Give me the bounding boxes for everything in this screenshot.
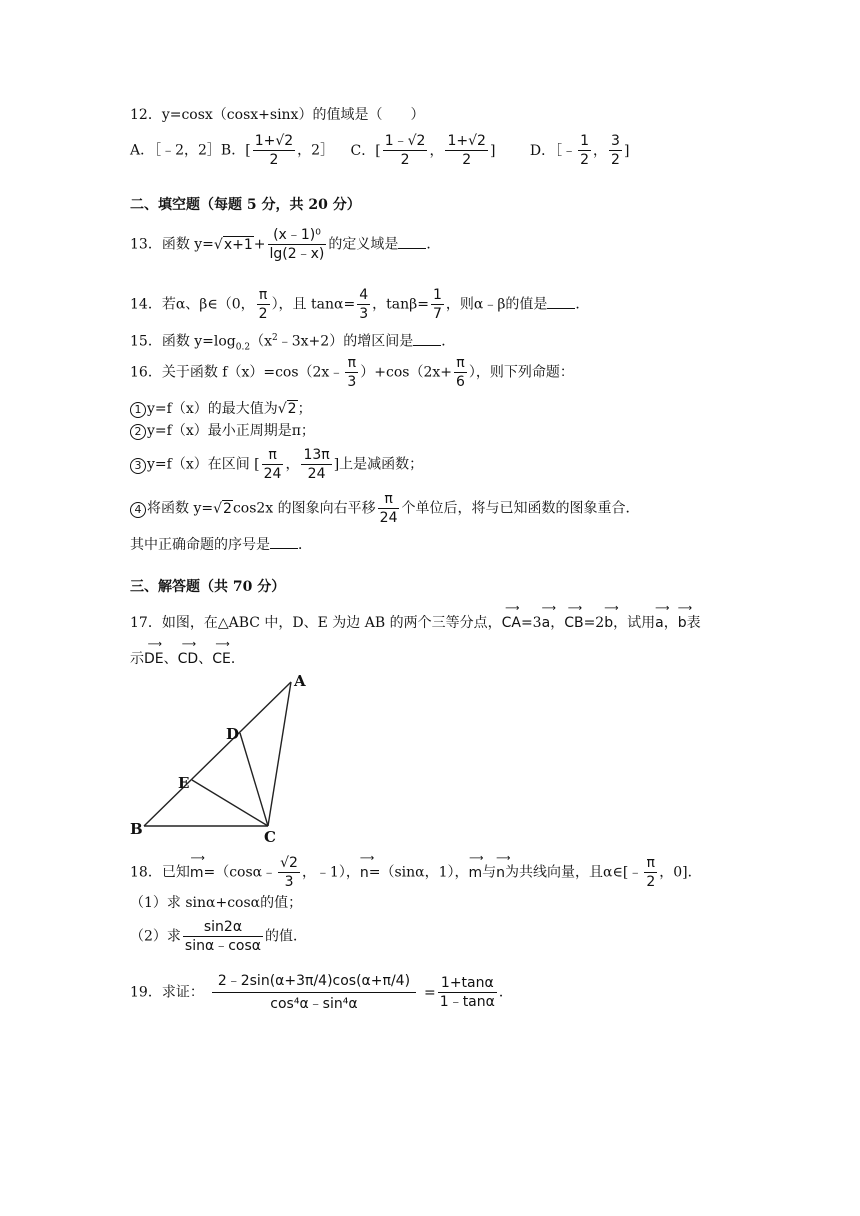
q13: 13．函数 y=√x+1+ $\frac{\text{(x﹣1)⁰}}{\lg(2﹣x)}$ 的定义域是 ． — [130, 227, 441, 262]
section-3-heading: 三、解答题（共 70 分） — [130, 579, 286, 595]
q14: 14．若α、β∈（0， $\frac{\pi}{2}$ ），且 tanα= $\frac{4}{3}$ ，tanβ= $\frac{1}{7}$ ，则α﹣β的值是 ． — [130, 287, 590, 322]
label-b: B — [130, 820, 143, 838]
label-e: E — [178, 774, 190, 792]
q12-option-d: D．［﹣ $\frac{1}{2}$ ， $\frac{3}{2}$ ] — [529, 133, 630, 168]
q15: 15．函数 $y=\log_{0.2}(x^2﹣3x+2)$的增区间是 ． — [130, 333, 456, 353]
q12-options: A．［﹣2，2］B．[ $\frac{1+√2}{2}$ ，2］ C．[ $\frac{1﹣√2}{2}$ ， $\frac{1+√2}{2}$ ] D．［﹣ $\frac{1}{2}$ ， $\frac{3}{2}$ ] — [130, 133, 630, 168]
answer-blank — [398, 247, 426, 249]
triangle-figure — [128, 672, 318, 844]
q18-part-1: （1）求 sinα+cosα的值； — [130, 895, 303, 911]
q17-line-1: 17．如图，在△ABC 中，D、E 为边 AB 的两个三等分点，⟶ CA=3⟶ a，⟶ CB=2⟶ b，试用⟶ a，⟶ b表 — [130, 612, 701, 630]
q12-option-b-fraction: $\frac{1+√2}{2}$ — [254, 133, 294, 168]
q16-proposition-1: 1 y=f（x）的最大值为√2； — [130, 402, 312, 418]
segment-ba — [144, 682, 291, 826]
label-c: C — [264, 828, 276, 844]
q16-conclusion: 其中正确命题的序号是 ． — [130, 537, 312, 553]
q18-part-2: （2）求 $\frac{\sin 2\alpha}{\sin\alpha﹣\cos\alpha}$ 的值． — [130, 919, 307, 954]
segment-ac — [268, 682, 291, 826]
q12-option-a: A．［﹣2，2］B．[ — [130, 142, 251, 159]
label-d: D — [226, 725, 240, 743]
q12-stem: 12．y=cosx（cosx+sinx）的值域是（ ） — [130, 107, 425, 123]
answer-blank — [270, 547, 298, 549]
answer-blank — [413, 344, 441, 346]
q18: 18．已知⟶ m=（cosα﹣ $\frac{√2}{3}$ ，﹣1），⟶ n=（sinα，1），⟶ m与⟶ n为共线向量，且α∈[﹣ $\frac{\pi}{2}$ ，0]． — [130, 854, 702, 891]
answer-blank — [547, 307, 575, 309]
q16-proposition-3: 3 y=f（x）在区间 [ $\frac{\pi}{24}$ ， $\frac{13\pi}{24}$ ]上是减函数； — [130, 446, 423, 483]
q12-option-c: C．[ $\frac{1﹣√2}{2}$ ， $\frac{1+√2}{2}$ ] — [350, 133, 496, 168]
q17-line-2: 示⟶ DE、⟶ CD、⟶ CE． — [130, 648, 245, 666]
sqrt-sign: √x+1 — [213, 236, 253, 253]
q16: 16．关于函数 f（x）=cos（2x﹣ $\frac{\pi}{3}$ ）+cos（2x+ $\frac{\pi}{6}$ ），则下列命题： — [130, 355, 574, 390]
section-2-heading: 二、填空题（每题 5 分，共 20 分） — [130, 197, 361, 213]
q16-proposition-2: 2 y=f（x）最小正周期是π； — [130, 424, 315, 440]
q16-proposition-4: 4 将函数 y=√2cos2x 的图象向右平移 $\frac{\pi}{24}$ 个单位后，将与已知函数的图象重合． — [130, 490, 639, 527]
q19: 19．求证： $\frac{2﹣2\sin(\alpha+3\pi/4)\cos(\alpha+\pi/4)}{\text{cos⁴α﹣sin⁴α}}$ = $\frac{1+\tan\alpha}{1﹣\tan\alpha}$ ． — [130, 970, 513, 1015]
label-a: A — [294, 672, 306, 690]
